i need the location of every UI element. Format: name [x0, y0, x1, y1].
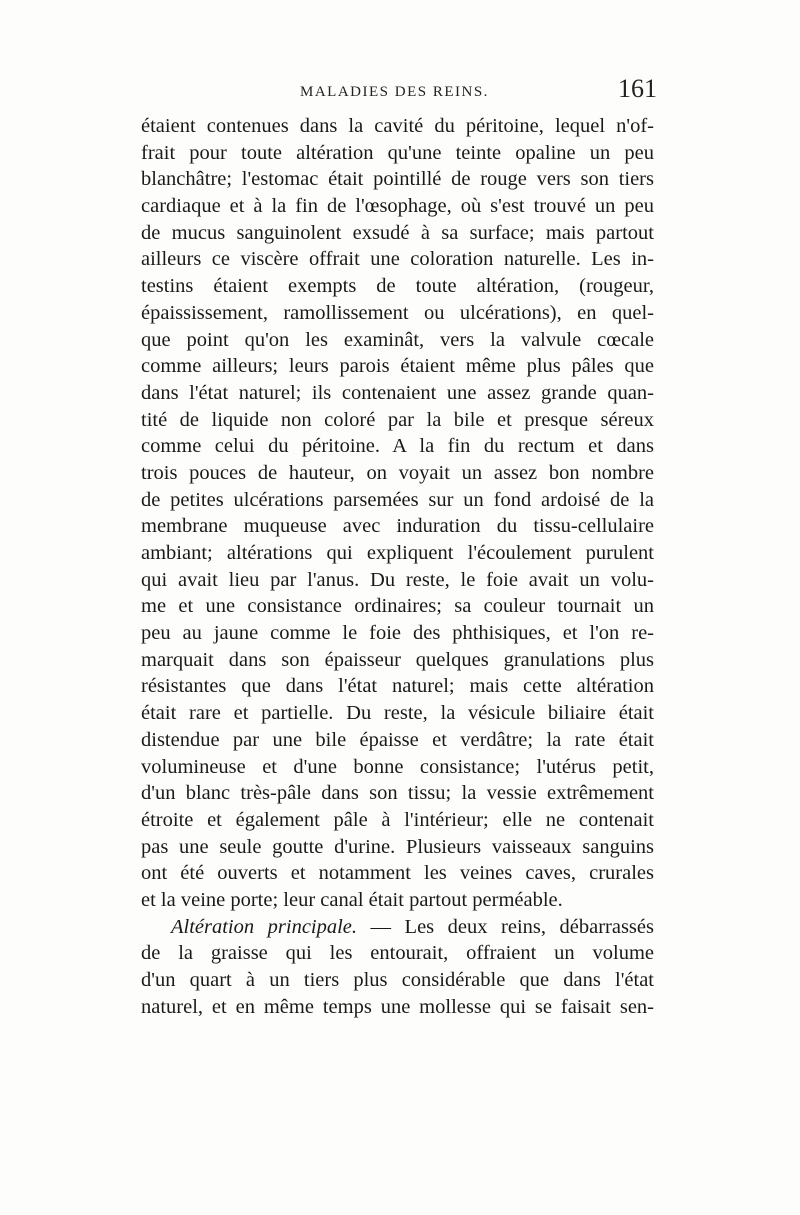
text-line: frait pour toute altération qu'une teinte opaline un peu	[141, 141, 654, 164]
text-line: d'un blanc très-pâle dans son tissu; la vessie extrêmement	[141, 782, 654, 805]
text-line: ailleurs ce viscère offrait une coloration naturelle. Les in-	[141, 248, 654, 271]
paragraph-2	[141, 914, 654, 1021]
text-line: épaississement, ramollissement ou ulcérations), en quel-	[141, 301, 654, 324]
text-line: de petites ulcérations parsemées sur un fond ardoisé de la	[141, 488, 654, 511]
paragraph-1	[141, 113, 654, 914]
text-line: blanchâtre; l'estomac était pointillé de rouge vers son tiers	[141, 168, 654, 191]
text-line: de mucus sanguinolent exsudé à sa surface; mais partout	[141, 221, 654, 244]
text-line: ambiant; altérations qui expliquent l'écoulement purulent	[141, 542, 654, 564]
text-line: que point qu'on les examinât, vers la valvule cœcale	[141, 328, 654, 351]
text-line: dans l'état naturel; ils contenaient une assez grande quan-	[141, 381, 654, 404]
text-line: qui avait lieu par l'anus. Du reste, le foie avait un volu-	[141, 568, 654, 591]
text-line: étroite et également pâle à l'intérieur; elle ne contenait	[141, 808, 654, 831]
text-line: membrane muqueuse avec induration du tissu-cellulaire	[141, 515, 654, 538]
text-line: testins étaient exempts de toute altération, (rougeur,	[141, 275, 654, 298]
text-line: et la veine porte; leur canal était partout perméable.	[141, 888, 563, 911]
body-text	[141, 113, 654, 1020]
running-head: MALADIES DES REINS.	[300, 84, 489, 100]
text-line: étaient contenues dans la cavité du péritoine, lequel n'of-	[141, 115, 654, 137]
text-line: d'un quart à un tiers plus considérable que dans l'état	[141, 969, 654, 991]
text-line: distendue par une bile épaisse et verdâtre; la rate était	[141, 728, 654, 751]
text-line: naturel, et en même temps une mollesse qui se faisait sen-	[141, 995, 654, 1018]
text-line: marquait dans son épaisseur quelques granulations plus	[141, 648, 654, 671]
section-heading-italic: Altération principale.	[171, 915, 358, 938]
text-line	[141, 914, 654, 941]
page-number: 161	[618, 74, 657, 103]
text-line: cardiaque et à la fin de l'œsophage, où s'est trouvé un peu	[141, 195, 654, 218]
text-line: de la graisse qui les entourait, offraient un volume	[141, 942, 654, 965]
text-line: peu au jaune comme le foie des phthisiques, et l'on re-	[141, 622, 654, 645]
text-line: était rare et partielle. Du reste, la vésicule biliaire était	[141, 702, 654, 725]
text-line: résistantes que dans l'état naturel; mais cette altération	[141, 675, 654, 698]
text-line: comme ailleurs; leurs parois étaient même plus pâles que	[141, 355, 654, 378]
text-line: pas une seule goutte d'urine. Plusieurs vaisseaux sanguins	[141, 835, 654, 858]
text-line: tité de liquide non coloré par la bile et presque séreux	[141, 408, 654, 431]
text-line: ont été ouverts et notamment les veines caves, crurales	[141, 862, 654, 885]
text-line: volumineuse et d'une bonne consistance; l'utérus petit,	[141, 755, 654, 778]
text-line: comme celui du péritoine. A la fin du rectum et dans	[141, 435, 654, 458]
text-line: trois pouces de hauteur, on voyait un assez bon nombre	[141, 461, 654, 484]
text-fragment: — Les deux reins, débarrassés	[357, 915, 654, 938]
text-line: me et une consistance ordinaires; sa couleur tournait un	[141, 595, 654, 618]
